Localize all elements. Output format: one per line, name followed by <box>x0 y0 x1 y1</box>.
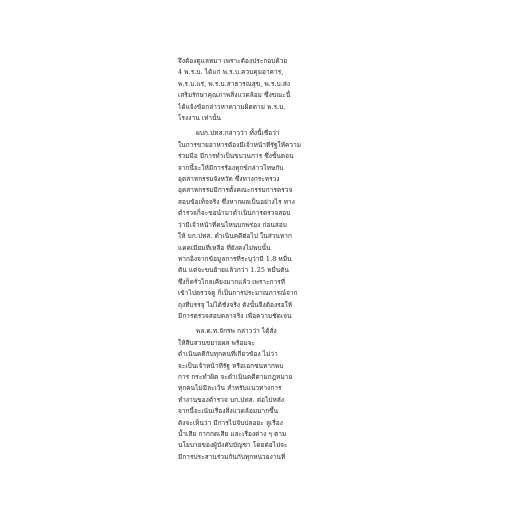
text-line: จากนี้จะให้มีการร้องทุกข์กล่าวโทษกับ <box>178 163 284 172</box>
text-line: ร่วมมือ มีการทำเป็นขบวนการ ซึ่งขั้นตอน <box>178 152 294 161</box>
paragraph-2 <box>178 128 341 322</box>
text-line: เสริมรักษาคุณภาพสิ่งแวดล้อม ซึ่งขณะนี้ <box>178 91 291 100</box>
text-line: ซึ่งก็ครั่วไกลเคียงมากแล้ว เพราะการที่ <box>178 277 286 286</box>
paragraph-3 <box>178 326 341 463</box>
text-line: พ.ร.บ.แร่, พ.ร.บ.สาธารณสุข, พ.ร.บ.ส่ง <box>178 79 291 88</box>
text-line: ทำงานของตำรวจ บก.ปทส. ต่อไปหลัง <box>178 395 285 404</box>
text-line: ตัน แต่จะขนย้ายแล้วกว่า 1.25 หมื่นตัน <box>178 266 289 275</box>
text-line: ทุกคนไม่มีละเว้น สำหรับแนวทางการ <box>178 384 282 393</box>
text-line: ถุงที่บรรจุ ไม่ได้ชั่งจริง ดังนั้นจึงต้องรอให้ <box>178 300 293 309</box>
text-line: เข้าไปตรวจดู ก็เป็นการประมาณการณ์จาก <box>178 289 298 298</box>
text-column <box>178 56 341 463</box>
text-line: ตำรวจก็จะขอนำมาดำเนินการตรวจสอบ <box>178 209 291 218</box>
text-line: นโยบายของผู้บังคับบัญชา โดยต่อไปจะ <box>178 441 288 450</box>
text-line: ผบก.ปทส.กล่าวว่า ทั้งนี้เชื่อว่า <box>196 129 280 138</box>
text-line: หากอิงจากข้อมูลการที่ระบุว่ามี 1.8 หมื่น <box>178 254 292 263</box>
paragraph-1 <box>178 56 341 124</box>
text-line: ว่ามีเจ้าหน้าที่คนไหนบกพร่อง ก่อนสอบ <box>178 220 287 229</box>
text-line: ได้แจ้งข้อกล่าวหาความผิดตาม พ.ร.บ. <box>178 102 286 111</box>
text-line: โรงงาน เท่านั้น <box>178 114 222 123</box>
text-line: จากนี้จะเน้นเรื่องสิ่งแวดล้อมมากขึ้น <box>178 407 279 416</box>
text-line: มีการประสานร่วมกันกับทุกหน่วยงานที่ <box>178 452 286 461</box>
text-line: ในการขายอาหารต้องมีเจ้าหน้าที่รัฐให้ความ <box>178 140 302 149</box>
text-line: มีการตรวจสอบตลาจริง เพื่อความชัดเจน <box>178 311 292 320</box>
text-line: ให้ บก.ปทส. ดำเนินคดีต่อไป ในส่วนหาก <box>178 232 292 241</box>
text-line: การ กระทำผิด จะดำเนินคดีตามกฎหมาย <box>178 372 293 381</box>
text-line: จะเป็นเจ้าหน้าที่รัฐ หรือเอกชนหากพบ <box>178 361 284 370</box>
text-line: สอบข้อเท็จจริง ซึ่งหากผลเป็นอย่างไร ทาง <box>178 197 295 206</box>
text-line: ดังจะเห็นว่า มีการไปจับปลอยะ ลูเรื่อง <box>178 418 284 427</box>
text-line: อุตสาหกรรมมีการตั้งคณะกรรมการตรวจ <box>178 186 293 195</box>
text-line: ให้สืบสวนขยายผล พร้อมจะ <box>178 338 256 347</box>
text-line: พล.ต.ท.จักรพ กล่าวว่า ได้สั่ง <box>196 327 277 336</box>
text-line: แคดเมียมที่เหลือ ที่ยังคงไม่พบนั้น <box>178 243 271 252</box>
text-line: 4 พ.ร.บ. ได้แก่ พ.ร.บ.ควบคุมอาคาร, <box>178 68 284 77</box>
text-line: ดำเนินคดีกับทุกคนที่เกี่ยวข้อง ไม่ว่า <box>178 350 278 359</box>
text-line: น้ำเสีย กากกดเสีย และเรื่องต่าง ๆ ตาม <box>178 430 287 438</box>
text-line: จึงต้องดูแลหมา เพราะต้องประกอบด้วย <box>178 57 288 65</box>
text-line: อุตสาหกรรมจังหวัด ซึ่งทางกระทรวง <box>178 175 280 184</box>
